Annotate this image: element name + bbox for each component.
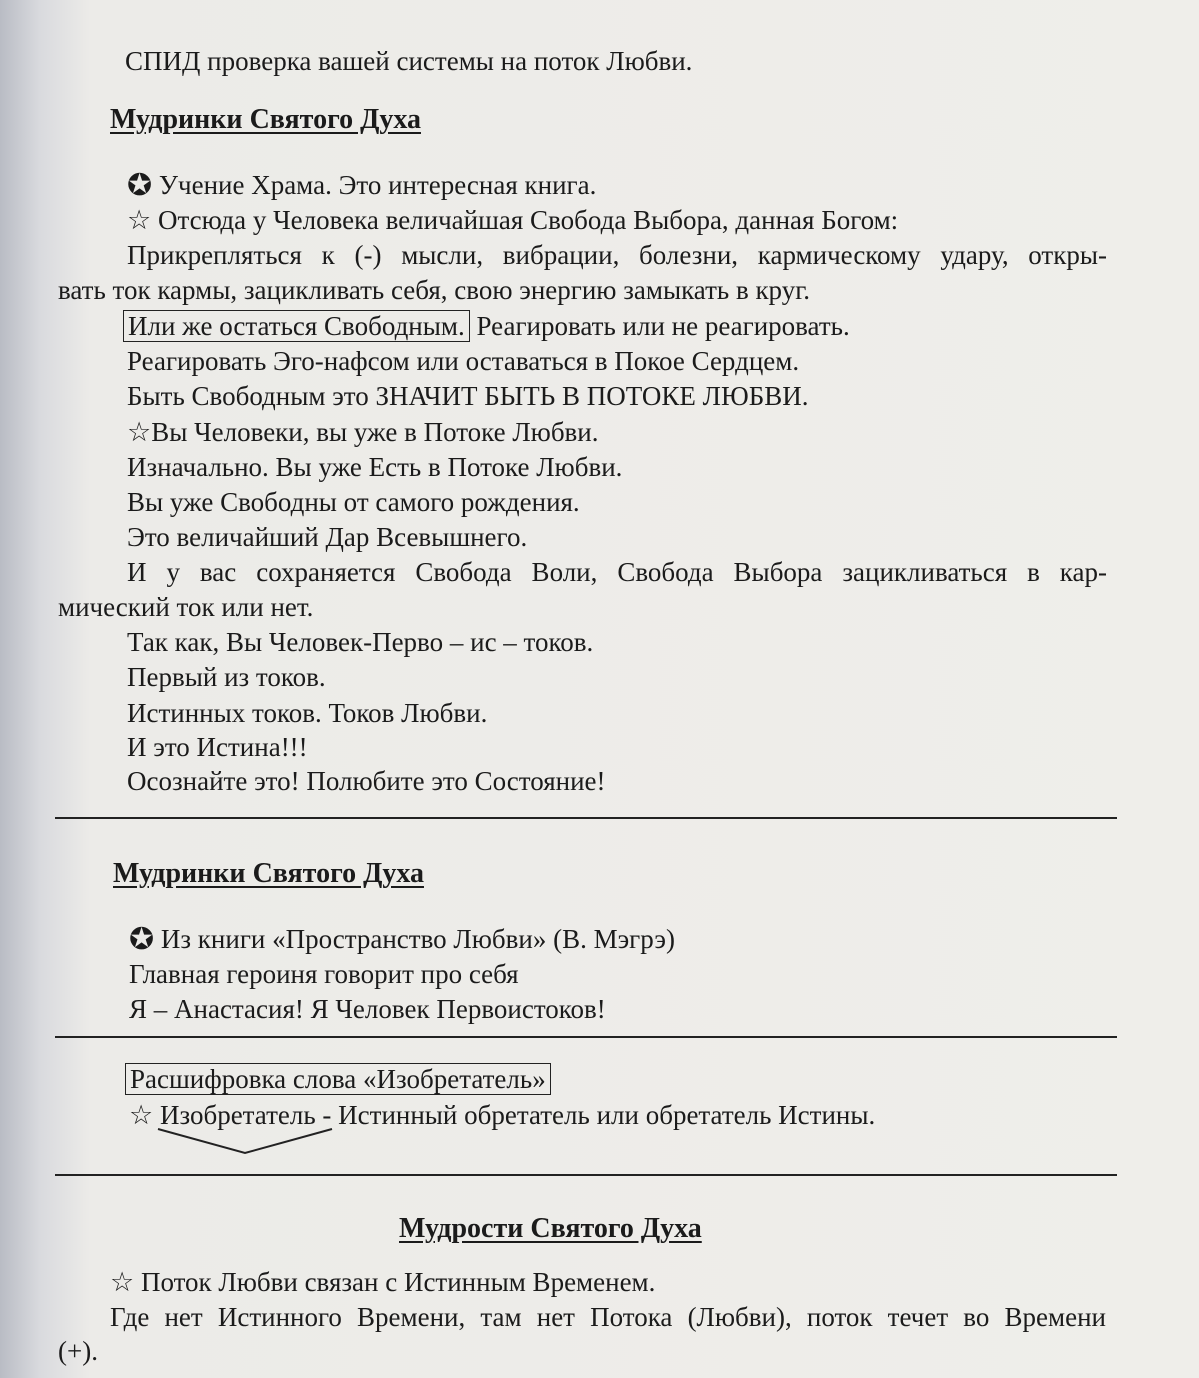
text-line: Быть Свободным это ЗНАЧИТ БЫТЬ В ПОТОКЕ ЛЮБВИ. [127,381,809,411]
star-circle-icon: ✪ [129,923,155,956]
text-line: ☆ Изобретатель - Истинный обретатель или обретатель Истины. [129,1100,876,1130]
section-heading: Мудринки Святого Духа [113,858,424,889]
text-line: Я – Анастасия! Я Человек Первоистоков! [129,994,606,1024]
text-line: Где нет Истинного Времени, там нет Потока (Любви), поток течет во Времени [110,1302,1106,1332]
text-line: Изначально. Вы уже Есть в Потоке Любви. [127,452,623,482]
text-line: Первый из токов. [127,662,326,692]
section-heading: Мудринки Святого Духа [110,104,421,135]
text-line: Прикрепляться к (-) мысли, вибрации, болезни, кармическому удару, откры- [127,240,1107,270]
text-line: ☆ Отсюда у Человека величайшая Свобода Выбора, данная Богом: [127,205,899,235]
text-line: (+). [58,1336,98,1366]
text-line: вать ток кармы, зацикливать себя, свою энергию замыкать в круг. [58,275,810,305]
section-divider [55,1174,1117,1176]
section-heading: Мудрости Святого Духа [399,1213,702,1244]
text-line: ✪ Из книги «Пространство Любви» (В. Мэгрэ) [129,923,675,956]
text-line: Вы уже Свободны от самого рождения. [127,487,580,517]
text-line: Или же остаться Свободным. Реагировать или не реагировать. [123,309,850,343]
text-line: Так как, Вы Человек-Перво – ис – токов. [127,627,594,657]
text-line: Истинных токов. Токов Любви. [127,698,488,728]
text-line: И это Истина!!! [127,732,308,762]
section-divider [55,817,1117,819]
boxed-phrase: Расшифровка слова «Изобретатель» [125,1063,551,1095]
handwritten-underline-mark [150,1125,340,1161]
star-circle-icon: ✪ [127,169,153,202]
text-line: Реагировать Эго-нафсом или оставаться в Покое Сердцем. [127,346,800,376]
boxed-phrase: Или же остаться Свободным. [123,310,470,342]
section-divider [55,1036,1117,1038]
text-line: ✪ Учение Храма. Это интересная книга. [127,169,597,202]
text-line: Это величайший Дар Всевышнего. [127,522,528,552]
text-line: мический ток или нет. [58,592,314,622]
text-line: Осознайте это! Полюбите это Состояние! [127,766,606,796]
text-line: И у вас сохраняется Свобода Воли, Свобода Выбора зацикливаться в кар- [127,557,1107,587]
text-line [125,1062,551,1096]
text-line: СПИД проверка вашей системы на поток Любви. [125,46,693,76]
text-line: ☆Вы Человеки, вы уже в Потоке Любви. [127,417,599,447]
text-line: Главная героиня говорит про себя [129,959,519,989]
text-line: ☆ Поток Любви связан с Истинным Временем. [110,1267,656,1297]
